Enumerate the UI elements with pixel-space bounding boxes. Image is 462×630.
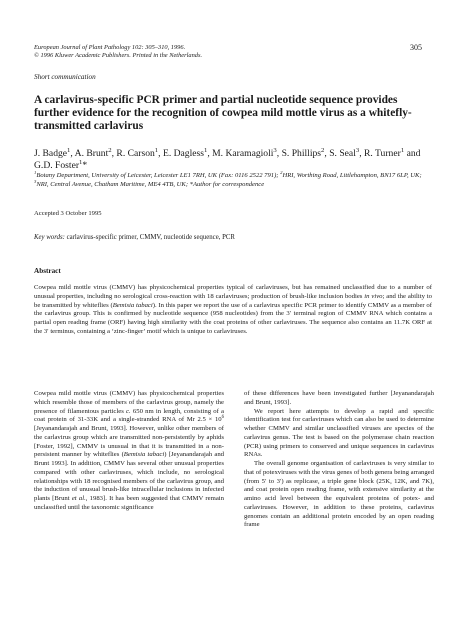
abstract-body: Cowpea mild mottle virus (CMMV) has physicochemical properties typical of carlaviruses, but has remained unclassified due to a number of unusual properties, including no serological cross-reaction with 18 carlaviruses; production of brush-like inclusion bodies in vivo; and the ability to be transmitted by whiteflies (Bemisia tabaci). In this paper we report the use of a carlavirus specific PCR primer to identify CMMV as a member of the carlavirus group. This is confirmed by nucleotide sequence (958 nucleotides) from the 3′ terminal region of CMMV RNA which contains a partial open reading frame (ORF) having high similarity with the coat proteins of other carlaviruses. The sequence also contains an 11.7K ORF at the 3′ terminus, containing a ‘zinc-finger’ motif which is unique to carlaviruses. [34, 284, 432, 335]
journal-citation: European Journal of Plant Pathology 102: 305–310, 1996. [34, 44, 186, 51]
body-column-right [244, 390, 434, 530]
article-title: A carlavirus-specific PCR primer and partial nucleotide sequence provides further evidence for the recognition of cowpea mild mottle virus as a whitefly-transmitted carlavirus [34, 94, 412, 132]
copyright-line: © 1996 Kluwer Academic Publishers. Printed in the Netherlands. [34, 52, 203, 59]
body-paragraph: We report here attempts to develop a rapid and specific identification test for carlaviruses which can also be used to determine whether CMMV and similar unclassified viruses are species of the carlavirus genus. The test is based on the polymerase chain reaction (PCR) using primers to conserved and unique sequences in carlavirus RNAs. [244, 407, 434, 459]
accepted-date: Accepted 3 October 1995 [34, 210, 102, 217]
keywords [34, 234, 434, 241]
keywords-text: carlavirus-specific primer, CMMV, nucleotide sequence, PCR [66, 234, 235, 241]
body-paragraph: Cowpea mild mottle virus (CMMV) has physicochemical properties which resemble those of members of the carlavirus group, namely the presence of filamentous particles c. 650 nm in length, consisting of a coat protein of 31-33K and a single-stranded RNA of Mr $2.5 \times 10^6$ [Jeyanandarajah and Brunt, 1993]. However, unlike other members of the carlavirus group which are transmitted non-persistently by aphids [Foster, 1992], CMMV is unusual in that it is transmitted in a non-persistent manner by whiteflies (Bemisia tabaci) [Jeyanandarajah and Brunt 1993]. In addition, CMMV has several other unusual properties compared with other carlaviruses, which include, no serological relationships with 18 recognised members of the carlavirus group, and the induction of unusual brush-like intracellular inclusions in infected plants [Brunt et al., 1983]. It has been suggested that CMMV remain unclassified until the taxonomic significance [34, 390, 225, 511]
author-affiliations: $^1$Botany Department, University of Leicester, Leicester LE1 7RH, UK (Fax: 0116 2522 791); $^2$HRI, Worthing Road, Littlehampton, BN17 6LP, UK; $^3$NRI, Central Avenue, Chatham Maritime, ME4 4TB, UK; *Author for correspondence [34, 169, 422, 188]
body-paragraph: of these differences have been investigated further [Jeyanandarajah and Brunt, 1993]. [244, 390, 434, 406]
author-list: J. Badge$^1$, A. Brunt$^2$, R. Carson$^1$, E. Dagless$^1$, M. Karamagioli$^3$, S. Phillips$^2$, S. Seal$^3$, R. Turner$^1$ and G.D. Foster$^1$* [34, 146, 421, 171]
page-number: 305 [410, 43, 422, 52]
section-label: Short communication [34, 73, 96, 81]
running-header [34, 44, 430, 60]
body-paragraph: The overall genome organisation of carlaviruses is very similar to that of potexviruses with the virus genes of both genera being arranged (from 5′ to 3′) as replicase, a triple gene block (25K, 12K, and 7K), and coat protein open reading frame, with extensive similarity at the amino acid level between the equivalent proteins of potex- and carlaviruses. However, in addition to these proteins, carlavirus genomes contain an additional protein encoded by an open reading frame [244, 460, 434, 529]
abstract-heading: Abstract [34, 267, 61, 275]
body-column-left [34, 390, 224, 513]
keywords-label: Key words: [34, 234, 65, 241]
